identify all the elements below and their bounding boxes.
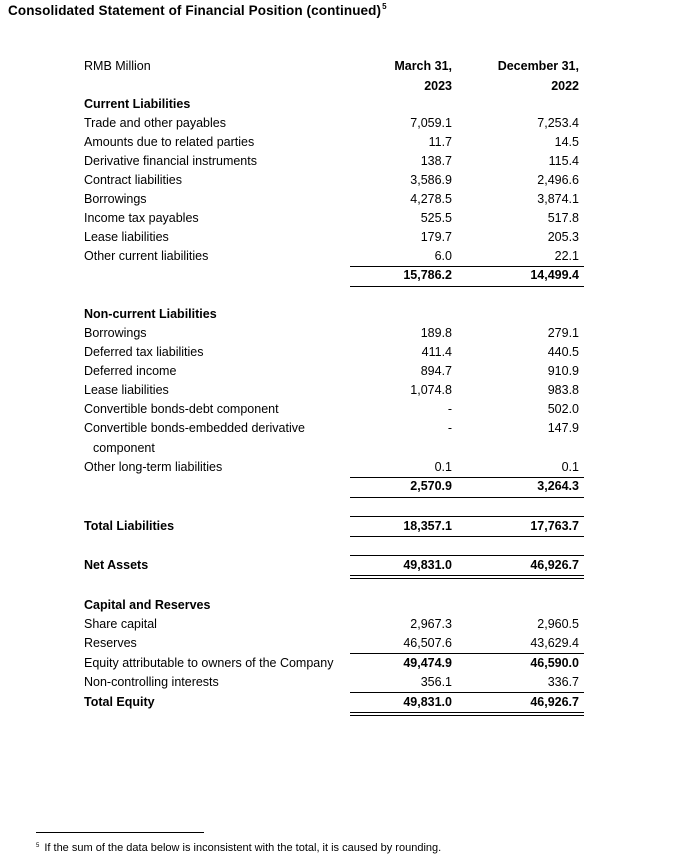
subtotal-rule <box>350 692 584 693</box>
value-2022: 502.0 <box>547 402 579 416</box>
value-2022: 3,874.1 <box>537 192 579 206</box>
row-label: Deferred tax liabilities <box>84 345 204 359</box>
value-2023: 0.1 <box>434 460 452 474</box>
column-header-2023-line2: 2023 <box>424 79 452 93</box>
double-rule <box>350 712 584 716</box>
footnote <box>36 842 441 854</box>
total-liabilities-label: Total Liabilities <box>84 519 175 533</box>
unit-label: RMB Million <box>84 59 151 73</box>
row-label: Convertible bonds-debt component <box>84 402 279 416</box>
row-label: Trade and other payables <box>84 116 226 130</box>
section-heading-capital-reserves: Capital and Reserves <box>84 598 211 612</box>
value-2023: 1,074.8 <box>410 383 452 397</box>
value-2023: 3,586.9 <box>410 173 452 187</box>
value-2023: 356.1 <box>420 675 452 689</box>
subtotal-2023: 15,786.2 <box>403 268 452 282</box>
total-liabilities-2023: 18,357.1 <box>403 519 452 533</box>
value-2023: 4,278.5 <box>410 192 452 206</box>
value-2022: 43,629.4 <box>530 636 579 650</box>
value-2022: 517.8 <box>547 211 579 225</box>
value-2022: 46,590.0 <box>530 656 579 670</box>
subtotal-rule <box>350 477 584 478</box>
value-2022: 336.7 <box>547 675 579 689</box>
row-label: Other current liabilities <box>84 249 209 263</box>
value-2023: 6.0 <box>434 249 452 263</box>
value-2023: - <box>447 402 452 416</box>
row-label: Income tax payables <box>84 211 199 225</box>
subtotal-rule <box>350 653 584 654</box>
row-label: Derivative financial instruments <box>84 154 257 168</box>
value-2023: 11.7 <box>428 135 452 149</box>
value-2023: - <box>447 421 452 435</box>
column-header-2022-line2: 2022 <box>551 79 579 93</box>
value-2023: 49,831.0 <box>403 695 452 709</box>
footnote-number: 5 <box>36 843 40 849</box>
value-2023: 46,507.6 <box>403 636 452 650</box>
value-2022: 14.5 <box>554 135 579 149</box>
value-2022: 440.5 <box>547 345 579 359</box>
total-rule <box>350 516 584 517</box>
value-2023: 2,967.3 <box>410 617 452 631</box>
subtotal-rule <box>350 497 584 498</box>
value-2022: 279.1 <box>547 326 579 340</box>
value-2023: 189.8 <box>420 326 452 340</box>
total-rule <box>350 555 584 556</box>
title-text: Consolidated Statement of Financial Position (continued) <box>8 3 382 18</box>
value-2022: 115.4 <box>548 154 579 168</box>
value-2022: 205.3 <box>547 230 579 244</box>
subtotal-rule <box>350 286 584 287</box>
value-2022: 983.8 <box>547 383 579 397</box>
value-2023: 411.4 <box>421 345 452 359</box>
value-2023: 894.7 <box>420 364 452 378</box>
value-2023: 525.5 <box>420 211 452 225</box>
value-2022: 910.9 <box>547 364 579 378</box>
value-2022: 2,960.5 <box>537 617 579 631</box>
column-header-2022-line1: December 31, <box>497 59 579 73</box>
row-label: Other long-term liabilities <box>84 460 223 474</box>
value-2022: 147.9 <box>547 421 579 435</box>
value-2023: 179.7 <box>420 230 452 244</box>
subtotal-2022: 3,264.3 <box>537 479 579 493</box>
row-label: Reserves <box>84 636 137 650</box>
net-assets-label: Net Assets <box>84 558 149 572</box>
double-rule <box>350 575 584 579</box>
total-liabilities-2022: 17,763.7 <box>530 519 579 533</box>
value-2022: 2,496.6 <box>537 173 579 187</box>
footnote-text: If the sum of the data below is inconsistent with the total, it is caused by rounding. <box>44 842 442 854</box>
value-2022: 22.1 <box>554 249 579 263</box>
row-label: Lease liabilities <box>84 383 169 397</box>
row-label: Borrowings <box>84 192 147 206</box>
net-assets-2022: 46,926.7 <box>530 558 579 572</box>
row-label: Convertible bonds-embedded derivative <box>84 421 305 435</box>
column-header-2023-line1: March 31, <box>394 59 452 73</box>
row-label: Share capital <box>84 617 157 631</box>
row-label: Borrowings <box>84 326 147 340</box>
row-label: Equity attributable to owners of the Company <box>84 656 334 670</box>
value-2022: 7,253.4 <box>537 116 579 130</box>
row-label: Total Equity <box>84 695 155 709</box>
footnote-separator <box>36 832 204 833</box>
subtotal-2023: 2,570.9 <box>410 479 452 493</box>
page-title <box>8 2 387 18</box>
value-2023: 7,059.1 <box>410 116 452 130</box>
total-rule <box>350 536 584 537</box>
value-2023: 138.7 <box>420 154 452 168</box>
row-label: Amounts due to related parties <box>84 135 255 149</box>
subtotal-rule <box>350 266 584 267</box>
column-header-2023 <box>394 56 452 96</box>
subtotal-2022: 14,499.4 <box>530 268 579 282</box>
value-2022: 0.1 <box>561 460 579 474</box>
row-label: Non-controlling interests <box>84 675 219 689</box>
row-label: Contract liabilities <box>84 173 182 187</box>
row-label: Lease liabilities <box>84 230 169 244</box>
section-heading-non-current-liabilities: Non-current Liabilities <box>84 307 217 321</box>
footnote-marker: 5 <box>382 2 387 11</box>
column-header-2022 <box>498 56 579 96</box>
row-label: Deferred income <box>84 364 177 378</box>
row-label-continuation: component <box>93 441 155 455</box>
section-heading-current-liabilities: Current Liabilities <box>84 97 191 111</box>
value-2022: 46,926.7 <box>530 695 579 709</box>
net-assets-2023: 49,831.0 <box>403 558 452 572</box>
value-2023: 49,474.9 <box>403 656 452 670</box>
